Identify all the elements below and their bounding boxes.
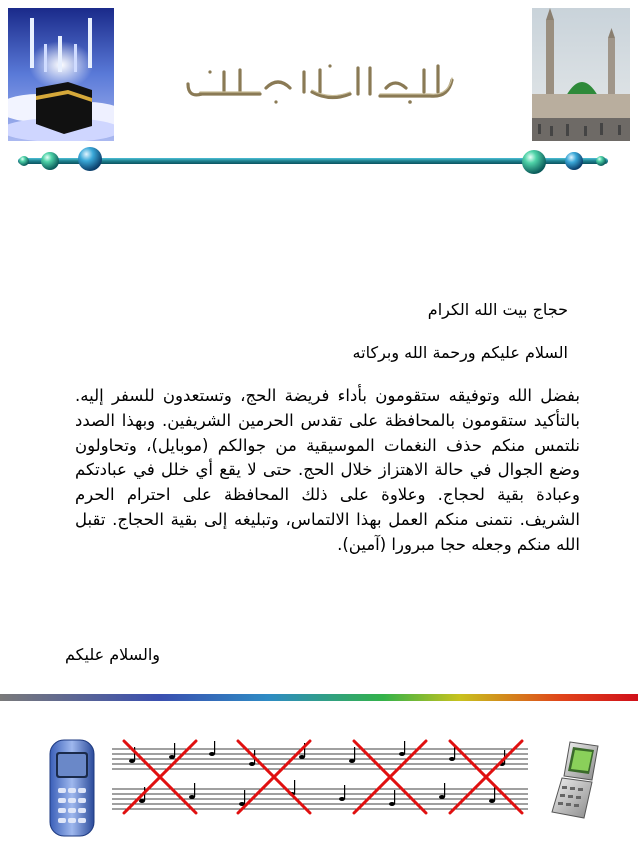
prophets-mosque-photo — [532, 8, 630, 141]
letter-recipient: حجاج بيت الله الكرام — [427, 300, 568, 319]
kaaba-photo — [8, 8, 114, 141]
mobile-phone-icon — [44, 738, 100, 838]
basmala-calligraphy — [180, 58, 458, 110]
letter-salutation: السلام عليكم ورحمة الله وبركاته — [352, 343, 568, 362]
letter-closing: والسلام عليكم — [65, 645, 161, 664]
crossed-music-notes-icon — [112, 737, 528, 815]
letter-body: بفضل الله وتوفيقه ستقومون بأداء فريضة الحج، وتستعدون للسفر إليه. بالتأكيد ستقومون بالمحافظة على تقدس الحرمين الشريفين. وبهذا الصدد نلتمس منكم حذف النغمات الموسيقية من جوالكم (موبايل)، وتحاولون وضع الجوال في حالة الاهتزاز خلال الحج. حتى لا يقع أي خلل في عبادتكم وعبادة بقية لحجاج. وعلاوة على ذلك المحافظة على احترام الحرم الشريف. نتمنى منكم العمل بهذا الالتماس، وتبليغه إلى بقية الحجاج. تقبل الله منكم وجعله حجا مبرورا (آمين). — [75, 386, 580, 554]
rainbow-divider — [0, 694, 638, 701]
flip-phone-icon — [548, 740, 606, 820]
header-divider — [18, 146, 608, 176]
